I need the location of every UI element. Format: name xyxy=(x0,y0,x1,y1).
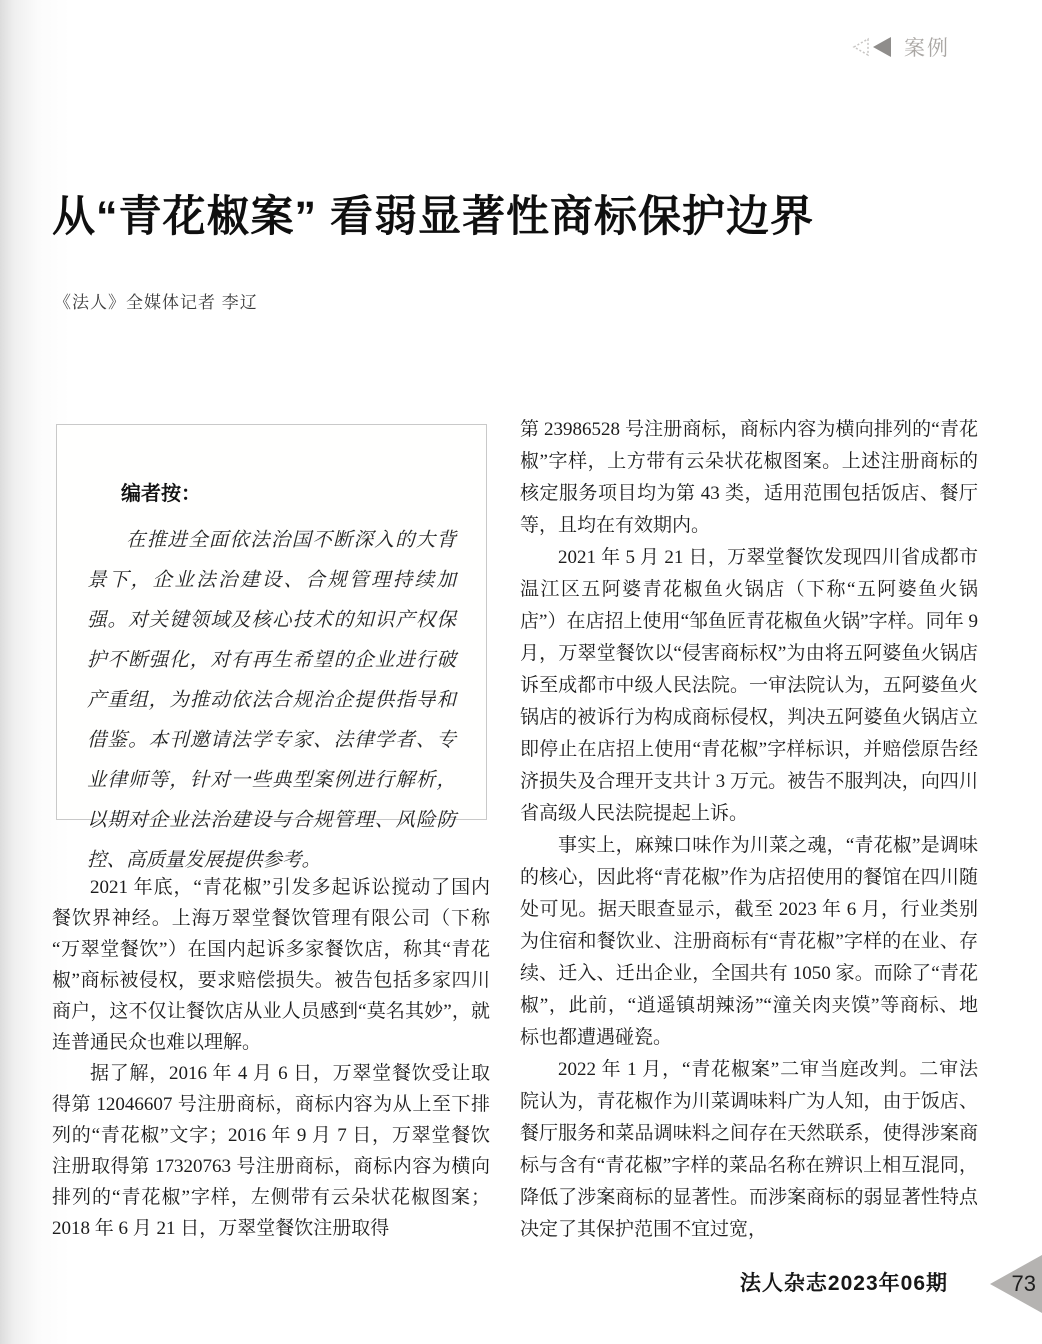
header-category-tag xyxy=(852,32,950,62)
body-paragraph: 据了解，2016 年 4 月 6 日，万翠堂餐饮受让取得第 12046607 号注册商标，商标内容为从上至下排列的“青花椒”文字；2016 年 9 月 7 日，万翠堂餐饮注册取得第 17320763 号注册商标，商标内容为横向排列的“青花椒”字样，左侧带有云朵状花椒图案；2018 年 6 月 21 日，万翠堂餐饮注册取得 xyxy=(52,1063,490,1239)
article-byline: 《法人》全媒体记者 李辽 xyxy=(54,293,258,312)
body-column-left xyxy=(52,872,490,1244)
footer-journal-title: 法人杂志2023年06期 xyxy=(739,1272,948,1295)
left-triangle-outline-icon xyxy=(852,35,872,59)
page-number: 73 xyxy=(1011,1271,1036,1296)
body-paragraph: 事实上，麻辣口味作为川菜之魂，“青花椒”是调味的核心，因此将“青花椒”作为店招使用的餐馆在四川随处可见。据天眼查显示，截至 2023 年 6 月，行业类别为住宿和餐饮业、注册商标有“青花椒”字样的在业、存续、迁入、迁出企业，全国共有 1050 家。而除了“青花椒”，此前，“逍遥镇胡辣汤”“潼关肉夹馍”等商标、地标也都遭遇碰瓷。 xyxy=(520,835,978,1048)
category-label: 案例 xyxy=(904,37,950,60)
editor-note-label: 编者按： xyxy=(121,483,201,505)
body-column-right xyxy=(520,414,978,1246)
body-paragraph: 2021 年底，“青花椒”引发多起诉讼搅动了国内餐饮界神经。上海万翠堂餐饮管理有限公司（下称“万翠堂餐饮”）在国内起诉多家餐饮店，称其“青花椒”商标被侵权，要求赔偿损失。被告包括多家四川商户，这不仅让餐饮店从业人员感到“莫名其妙”，就连普通民众也难以理解。 xyxy=(52,877,490,1053)
body-paragraph: 2022 年 1 月，“青花椒案”二审当庭改判。二审法院认为，青花椒作为川菜调味料广为人知，由于饭店、餐厅服务和菜品调味料之间存在天然联系，使得涉案商标与含有“青花椒”字样的菜品名称在辨识上相互混同，降低了涉案商标的显著性。而涉案商标的弱显著性特点决定了其保护范围不宜过宽， xyxy=(520,1059,978,1240)
left-triangle-solid-icon xyxy=(870,35,894,59)
body-paragraph: 第 23986528 号注册商标，商标内容为横向排列的“青花椒”字样，上方带有云朵状花椒图案。上述注册商标的核定服务项目均为第 43 类，适用范围包括饭店、餐厅等，且均在有效期内。 xyxy=(520,419,978,536)
article-title: 从“青花椒案” 看弱显著性商标保护边界 xyxy=(52,193,814,241)
editor-note-body: 在推进全面依法治国不断深入的大背景下，企业法治建设、合规管理持续加强。对关键领域及核心技术的知识产权保护不断强化，对有再生希望的企业进行破产重组，为推动依法合规治企提供指导和借鉴。本刊邀请法学专家、法律学者、专业律师等，针对一些典型案例进行解析，以期对企业法治建设与合规管理、风险防控、高质量发展提供参考。 xyxy=(87,528,456,871)
body-paragraph: 2021 年 5 月 21 日，万翠堂餐饮发现四川省成都市温江区五阿婆青花椒鱼火锅店（下称“五阿婆鱼火锅店”）在店招上使用“邹鱼匠青花椒鱼火锅”字样。同年 9 月，万翠堂餐饮以“侵害商标权”为由将五阿婆鱼火锅店诉至成都市中级人民法院。一审法院认为，五阿婆鱼火锅店的被诉行为构成商标侵权，判决五阿婆鱼火锅店立即停止在店招上使用“青花椒”字样标识，并赔偿原告经济损失及合理开支共计 3 万元。被告不服判决，向四川省高级人民法院提起上诉。 xyxy=(520,547,978,824)
editor-note-box xyxy=(56,424,487,871)
page-number-corner xyxy=(990,1255,1042,1313)
